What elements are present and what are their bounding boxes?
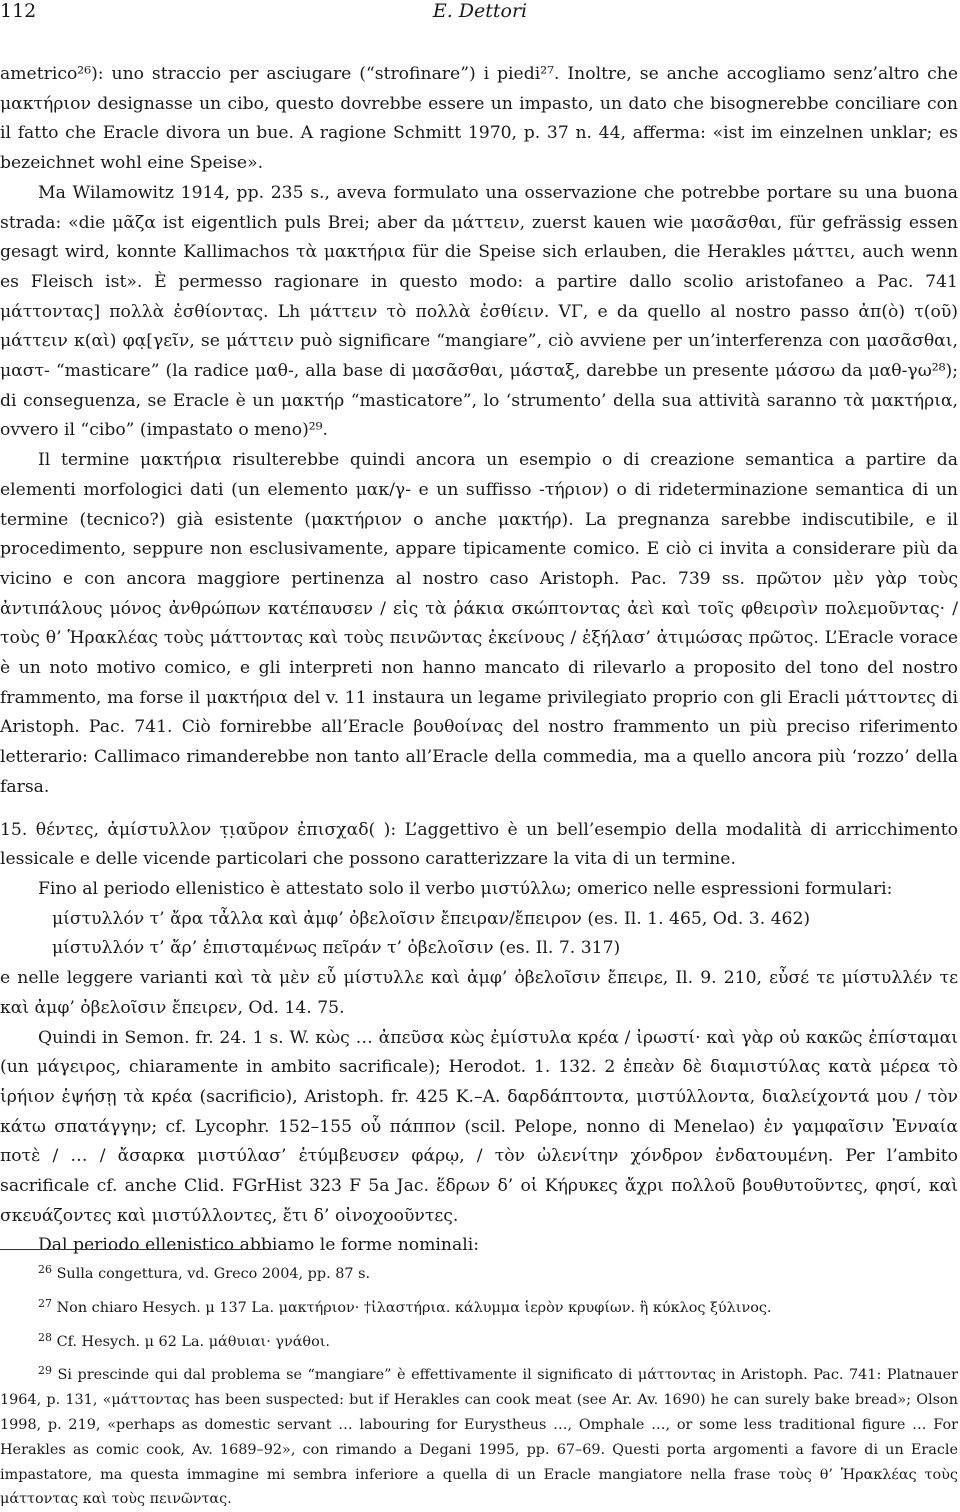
footnote-27 bbox=[0, 1292, 958, 1321]
footnote-number: 27 bbox=[38, 1296, 52, 1310]
footnote-26 bbox=[0, 1258, 958, 1287]
paragraph-ellenistico: Fino al periodo ellenistico è attestato solo il verbo μιστύλλω; omerico nelle espressioni formulari: bbox=[38, 878, 893, 899]
footnote-number: 29 bbox=[38, 1364, 52, 1378]
paragraph-varianti: e nelle leggere varianti καὶ τὰ μὲν εὖ μίστυλλε καὶ ἀμφ’ ὀβελοῖσιν ἔπειρε, Il. 9. 210, εὖσέ τε μίστυλλέν τε καὶ ἀμφ’ ὀβελοῖσιν ἔπειρεν, Od. 14. 75. bbox=[0, 968, 958, 1018]
footnote-text: Sulla congettura, vd. Greco 2004, pp. 87 s. bbox=[56, 1266, 371, 1282]
page-number: 112 bbox=[0, 0, 37, 22]
footnote-28 bbox=[0, 1326, 958, 1355]
homeric-quote-2: μίστυλλόν τ’ ἄρ’ ἐπισταμένως πεῖράν τ’ ὀβελοῖσιν (es. Il. 7. 317) bbox=[52, 938, 621, 959]
footnote-text: Cf. Hesych. μ 62 La. μάθυιαι· γνάθοι. bbox=[56, 1333, 330, 1350]
lemma-15: 15. θέντες, ἀμίστυλλον τ̣ι̣αῦρον ἐπισχαδ( ): L’aggettivo è un bell’esempio della modalità di arricchimento lessicale e delle vicende particolari che possono caratterizzare la vita di un termine. bbox=[0, 819, 958, 870]
paragraph-semonide: Quindi in Semon. fr. 24. 1 s. W. κὼς … ἀπεῦσα κὼς ἐμίστυλα κρέα / ἰρωστί· καὶ γὰρ οὐ κακῶς ἐπίσταμαι (un μάγειρος, chiaramente in ambito sacrificale); Herodot. 1. 132. 2 ἐπεὰν δὲ διαμιστύλας κατὰ μέρεα τὸ ἱρήιον ἑψήσῃ τὰ κρέα (sacrificio), Aristoph. fr. 425 K.–A. δαρδάπτοντα, μιστύλλοντα, διαλείχοντά μου / τὸν κάτω σπατάγγην; cf. Lycophr. 152–155 οὗ πάππον (scil. Pelope, nonno di Menelao) ἐν γαμφαῖσιν Ἐνναία ποτὲ / … / ἄσαρκα μιστύλασ’ ἐτύμβευσεν φάρῳ, / τὸν ὠλενίτην χόνδρον ἐνδατουμένη. Per l’ambito sacrificale cf. anche Clid. FGrHist 323 F 5a Jac. ἕδρων δ’ οἱ Κήρυκες ἄχρι πολλοῦ βουθυτοῦντες, φησί, καὶ σκευάζοντες καὶ μιστύλλοντες, ἔτι δ’ οἰνοχοοῦντες. bbox=[0, 1027, 958, 1226]
paragraph-wilamowitz: Ma Wilamowitz 1914, pp. 235 s., aveva formulato una osservazione che potrebbe portare su una buona strada: «die μᾶζα ist eigentlich puls Brei; aber da μάττειν, zuerst kauen wie μασᾶσθαι, für gefrässig essen gesagt wird, konnte Kallimachos τὰ μακτήρια für die Speise sich erlauben, die Herakles μάττει, auch wenn es Fleisch ist». È permesso ragionare in questo modo: a partire dallo scolio aristofaneo a Pac. 741 μάττοντας] πολλὰ ἐσθίοντας. Lh μάττειν τὸ πολλὰ ἐσθίειν. VΓ, e da quello al nostro passo ἀπ(ὸ) τ(οῦ) μάττειν κ(αὶ) φα̣[γεῖν, se μάττειν può significare “mangiare”, ciò avviene per un’interferenza con μασᾶσθαι, μαστ- “masticare” (la radice μαθ-, alla base di μασᾶσθαι, μάσταξ, darebbe un presente μάσσω da μαθ-γω²⁸); di conseguenza, se Eracle è un μακτήρ “masticatore”, lo ‘strumento’ della sua attività saranno τὰ μακτήρια, ovvero il “cibo” (impastato o meno)²⁹. bbox=[0, 182, 958, 441]
footnote-29 bbox=[0, 1359, 958, 1512]
footnote-number: 28 bbox=[38, 1330, 52, 1344]
paragraph-continuation: ametrico²⁶): uno straccio per asciugare (“strofinare”) i piedi²⁷. Inoltre, se anche accogliamo senz’altro che μακτήριον designasse un cibo, questo dovrebbe essere un impasto, un dato che bisognerebbe conciliare con il fatto che Eracle divora un bue. A ragione Schmitt 1970, p. 37 n. 44, afferma: «ist im einzelnen unklar; es bezeichnet wohl eine Speise». bbox=[0, 64, 958, 174]
running-head: E. Dettori bbox=[432, 0, 528, 22]
paragraph-forme-nominali: Dal periodo ellenistico abbiamo le forme nominali: bbox=[38, 1235, 480, 1256]
footnote-text: Non chiaro Hesych. μ 137 La. μακτήριον· †ἱλαστήρια. κάλυμμα ἱερὸν κρυφίων. ἢ κύκλος ξύλινος. bbox=[56, 1299, 772, 1316]
paragraph-termine: Il termine μακτήρια risulterebbe quindi ancora un esempio o di creazione semantica a partire da elementi morfologici dati (un elemento μακ/γ- e un suffisso -τήριον) o di rideterminazione semantica di un termine (tecnico?) già esistente (μακτήριον o anche μακτήρ). La pregnanza sarebbe indiscutibile, e il procedimento, seppure non esclusivamente, appare tipicamente comico. E ciò ci invita a considerare più da vicino e con ancora maggiore pertinenza al nostro caso Aristoph. Pac. 739 ss. πρῶτον μὲν γὰρ τοὺς ἀντιπάλους μόνος ἀνθρώπων κατέπαυσεν / εἰς τὰ ῥάκια σκώπτοντας ἀεὶ καὶ τοῖς φθειρσὶν πολεμοῦντας· / τοὺς θ’ Ἡρακλέας τοὺς μάττοντας καὶ τοὺς πεινῶντας ἐκείνους / ἐξήλασ’ ἀτιμώσας πρῶτος. L’Eracle vorace è un noto motivo comico, e gli interpreti non hanno mancato di rilevarlo a proposito del tono del nostro frammento, ma forse il μακτήρια del v. 11 instaura un legame privilegiato proprio con gli Eracli μάττοντες di Aristoph. Pac. 741. Ciò fornirebbe all’Eracle βουθοίνας del nostro frammento un più preciso riferimento letterario: Callimaco rimanderebbe non tanto all’Eracle della commedia, ma a quello ancora più ‘rozzo’ della farsa. bbox=[0, 450, 958, 797]
footnote-text: Si prescinde qui dal problema se “mangiare” è effettivamente il significato di μάττοντας in Aristoph. Pac. 741: Platnauer 1964, p. 131, «μάττοντας has been suspected: but if Herakles can cook meat (see Ar. Av. 1690) he can surely bake bread»; Olson 1998, p. 219, «perhaps as domestic servant … labouring for Eurystheus …, Omphale …, or some less traditional figure … For Herakles as comic cook, Av. 1689–92», con rimando a Degani 1995, pp. 67–69. Questi porta argomenti a favore di un Eracle impastatore, ma questa immagine mi sembra inferiore a quella di un Eracle mangiatore nella frase τοὺς θ’ Ἡρακλέας τοὺς μάττοντας καὶ τοὺς πεινῶντας. bbox=[0, 1367, 958, 1508]
homeric-quote-1: μίστυλλόν τ’ ἄρα τἆλλα καὶ ἀμφ’ ὀβελοῖσιν ἔπειραν/ἔπειρον (es. Il. 1. 465, Od. 3. 462) bbox=[52, 908, 811, 929]
footnote-separator bbox=[0, 1249, 272, 1250]
page-header bbox=[0, 0, 960, 24]
footnote-number: 26 bbox=[38, 1263, 52, 1276]
main-text bbox=[0, 60, 958, 1261]
footnotes bbox=[0, 1258, 958, 1512]
